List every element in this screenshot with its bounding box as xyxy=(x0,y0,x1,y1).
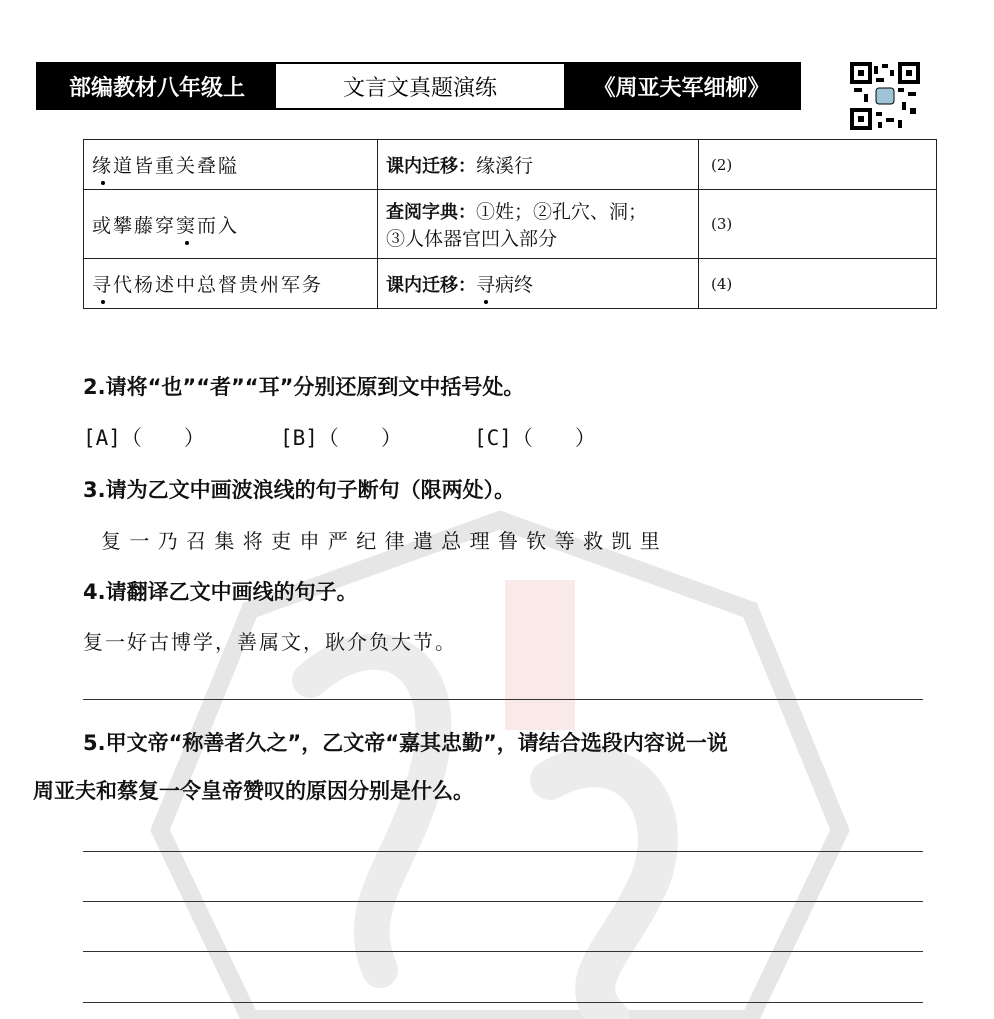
word-cell: 寻代杨述中总督贵州军务 xyxy=(84,259,378,309)
question-4-sentence: 复一好古博学，善属文，耿介负大节。 xyxy=(83,630,457,654)
question-5-line2: 周亚夫和蔡复一令皇帝赞叹的原因分别是什么。 xyxy=(33,779,474,803)
word-cell: 或攀藤穿窦而入 xyxy=(84,190,378,259)
qr-code-icon[interactable] xyxy=(850,62,920,130)
answer-slot-b[interactable]: [B]（ ） xyxy=(280,426,402,450)
answer-line[interactable] xyxy=(83,901,923,902)
answer-line[interactable] xyxy=(83,699,923,700)
question-4-title: 4.请翻译乙文中画线的句子。 xyxy=(83,580,358,604)
question-2-title: 2.请将“也”“者”“耳”分别还原到文中括号处。 xyxy=(83,375,525,399)
header-subject: 文言文真题演练 xyxy=(276,64,564,108)
answer-cell[interactable]: (2) xyxy=(699,140,937,190)
answer-line[interactable] xyxy=(83,1002,923,1003)
answer-slot-a[interactable]: [A]（ ） xyxy=(83,426,205,450)
answer-line[interactable] xyxy=(83,951,923,952)
question-3-sentence: 复 一 乃 召 集 将 吏 申 严 纪 律 遣 总 理 鲁 钦 等 救 凯 里 xyxy=(101,529,661,553)
answer-line[interactable] xyxy=(83,851,923,852)
answer-slot-c[interactable]: [C]（ ） xyxy=(474,426,596,450)
answer-cell[interactable]: (4) xyxy=(699,259,937,309)
table-row xyxy=(84,259,937,309)
table-row xyxy=(84,140,937,190)
word-table xyxy=(83,139,937,309)
hint-cell: 课内迁移：缘溪行 xyxy=(378,140,699,190)
table-row xyxy=(84,190,937,259)
header-title: 《周亚夫军细柳》 xyxy=(564,64,799,108)
hint-cell: 课内迁移：寻病终 xyxy=(378,259,699,309)
answer-cell[interactable]: (3) xyxy=(699,190,937,259)
hint-cell: 查阅字典：①姓；②孔穴、洞； ③人体器官凹入部分 xyxy=(378,190,699,259)
question-5-line1: 5.甲文帝“称善者久之”，乙文帝“嘉其忠勤”，请结合选段内容说一说 xyxy=(83,731,728,755)
word-cell: 缘道皆重关叠隘 xyxy=(84,140,378,190)
header-grade: 部编教材八年级上 xyxy=(38,64,276,108)
header-bar xyxy=(36,62,801,110)
question-3-title: 3.请为乙文中画波浪线的句子断句（限两处）。 xyxy=(83,478,516,502)
